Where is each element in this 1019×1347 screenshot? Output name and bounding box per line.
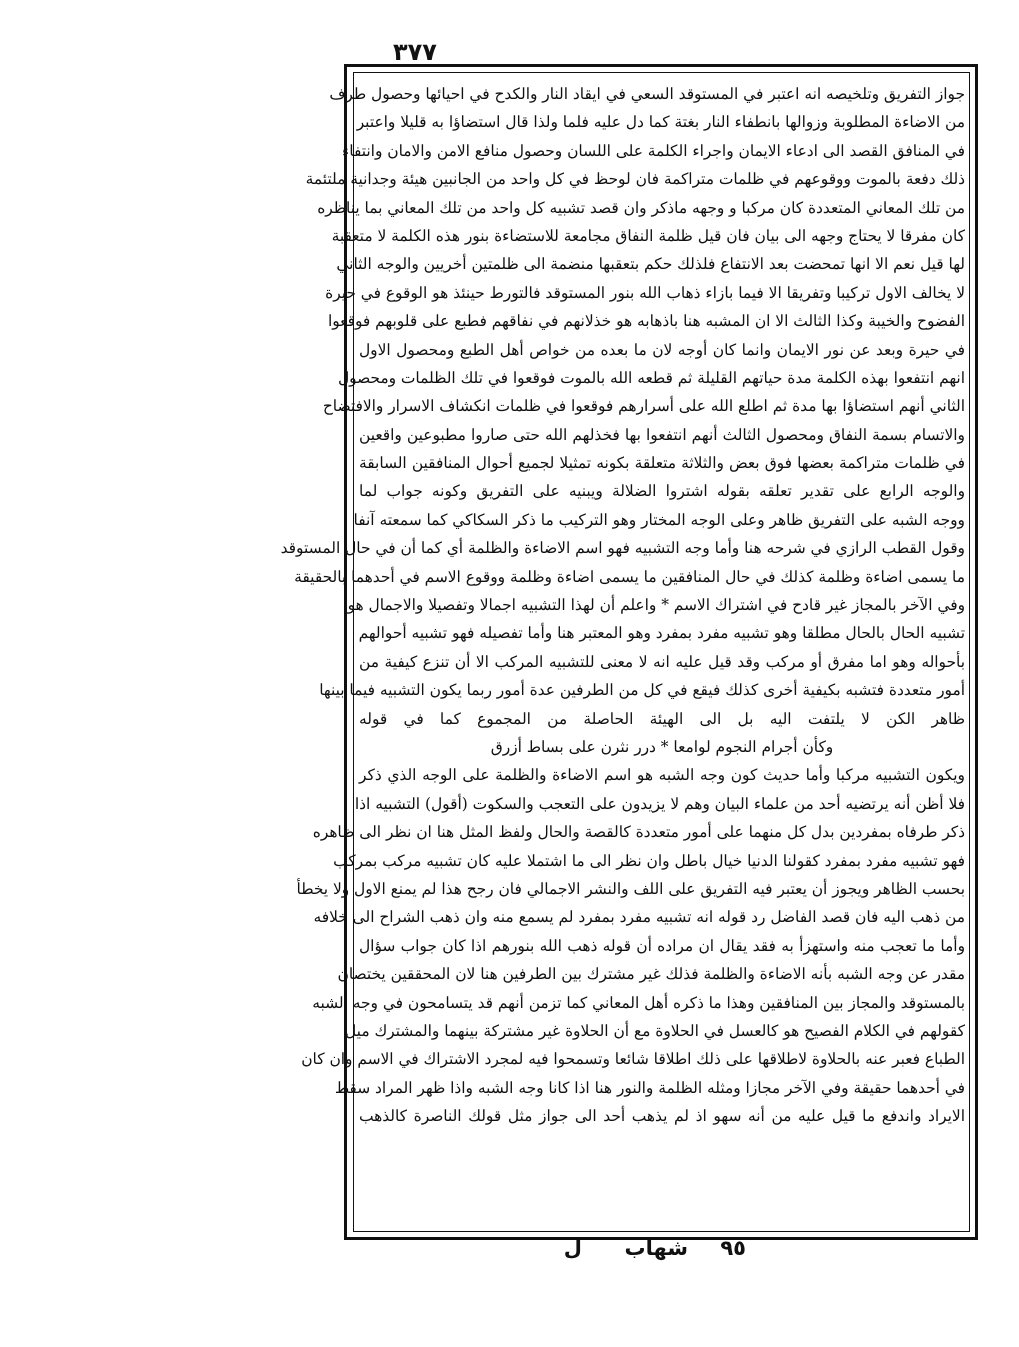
text-line: ويكون التشبيه مركبا وأما حديث كون وجه الشبه هو اسم الاضاءة والظلمة على الوجه الذي ذكر (359, 766, 965, 785)
text-line: وأما ما تعجب منه واستهزأ به فقد يقال ان مراده أن قوله ذهب الله بنورهم اذا كان جواب سؤال (359, 936, 965, 955)
text-line: ذلك دفعة بالموت ووقوعهم في ظلمات متراكمة فان لوحظ في كل واحد من الجانبين هيئة وجدانية ملتئمة (305, 170, 965, 189)
text-line: كقولهم في الكلام الفصيح هو كالعسل في الحلاوة مع أن الحلاوة غير مشتركة بينهما والمشترك ميل (345, 1021, 965, 1040)
text-line: بحسب الظاهر ويجوز أن يعتبر فيه التفريق على اللف والنشر الاجمالي فان رجح هذا لم يمنع الاول ولا يخطأ (296, 879, 965, 898)
text-line: بالمستوقد والمجاز بين المنافقين وهذا ما ذكره أهل المعاني كما تزمن أنهم قد يتسامحون في وجه الشبه (312, 993, 965, 1012)
text-line: وفي الآخر بالمجاز غير قادح في اشتراك الاسم * واعلم أن لهذا التشبيه اجمالا وتفصيلا والاجمال هو (347, 596, 965, 615)
text-line: الفضوح والخيبة وكذا الثالث الا ان المشبه هنا باذهابه هو خذلانهم في نفاقهم فطبع على قلوبهم فوقعوا (327, 312, 965, 331)
text-line: بأحواله وهو اما مفرق أو مركب وقد قيل عليه انه لا معنى للتشبيه المركب الا أن تنزع كيفية من (359, 652, 965, 671)
text-line: من الاضاءة المطلوبة وزوالها بانطفاء النار بغتة كما دل عليه فلما ولذا قال استضاؤا به قليلا واعتبر (356, 113, 965, 132)
text-line: أمور متعددة فتشبه بكيفية أخرى كذلك فيقع في كل من الطرفين عدة أمور ربما يكون التشبيه فيما بينها (319, 681, 965, 700)
text-line: في حيرة وبعد عن نور الايمان وانما كان أوجه لان ما بعده من خواص أهل الطبع ومحصول الاول (359, 340, 965, 359)
text-line: من ذهب اليه فان قصد الفاضل رد قوله انه تشبيه مفرد بمفرد لم يسمع منه وان ذهب الشراح الى خلافه (313, 908, 965, 927)
text-line: في ظلمات متراكمة بعضها فوق بعض والثلاثة متعلقة بكونه تمثيلا لجميع أحوال المنافقين السابقة (359, 454, 965, 473)
text-line: انهم انتفعوا بهذه الكلمة مدة حياتهم القليلة ثم قطعه الله بالموت فوقعوا في تلك الظلمات ومحصول (337, 368, 965, 387)
signature-footer (540, 1236, 840, 1266)
signature-number: ٩٥ (720, 1236, 746, 1260)
text-line: ووجه الشبه على التفريق ظاهر وعلى الوجه المختار وهو التركيب ما ذكر السكاكي كما سمعته آنفا (353, 510, 965, 529)
text-line: ظاهر الكن لا يلتفت اليه بل الى الهيئة الحاصلة من المجموع كما في قوله (359, 709, 965, 728)
text-line: من تلك المعاني المتعددة كان مركبا و وجهه ماذكر وان قصد تشبيه كل واحد من تلك المعاني بما يناظره (317, 198, 965, 217)
text-line: والوجه الرابع على تقدير تعلقه بقوله اشتروا الضلالة ويبنيه على التفريق وكونه جواب لما (359, 482, 965, 501)
poetry-verse-line: وكأن أجرام النجوم لوامعا * درر نثرن على بساط أزرق (490, 737, 834, 756)
text-line: في أحدهما حقيقة وفي الآخر مجازا ومثله الظلمة والنور هنا اذا كانا وجه الشبه واذا ظهر المراد سقط (334, 1078, 965, 1097)
text-line: الطباع فعبر عنه بالحلاوة لاطلاقها على ذلك اطلاقا شائعا وتسمحوا فيه لمجرد الاشتراك في الاسم وان كان (301, 1050, 965, 1069)
text-line: لا يخالف الاول تركيبا وتفريقا الا فيما بازاء ذهاب الله بنور المستوقد فالتورط حينئذ هو الوقوع في حيرة (325, 283, 965, 302)
text-line: ما يسمى اضاءة وظلمة كذلك في حال المنافقين ما يسمى اضاءة وظلمة ووقوع الاسم في أحدهما بالحقيقة (294, 567, 965, 586)
text-line: فلا أظن أنه يرتضيه أحد من علماء البيان وهم لا يزيدون على التعجب والسكوت (أقول) التشبيه اذا (354, 794, 965, 813)
text-line: تشبيه الحال بالحال مطلقا وهو تشبيه مفرد بمفرد وهو المعتبر هنا وأما تفصيله فهو تشبيه أحوالهم (358, 624, 965, 643)
main-text-block (280, 80, 965, 1228)
signature-letter: ل (563, 1236, 582, 1260)
signature-word: شهاب (624, 1236, 688, 1260)
text-line: فهو تشبيه مفرد بمفرد كقولنا الدنيا خيال باطل وان نظر الى ما اشتملا عليه كان تشبيه مركب بمركب (333, 851, 965, 870)
text-line: مقدر عن وجه الشبه بأنه الاضاءة والظلمة فذلك غير مشترك بين الطرفين هنا لان المحققين يختصان (337, 965, 965, 984)
text-line: لها قيل نعم الا انها تمحضت بعد الانتفاع فلذلك حكم بتعقبها منضمة الى ظلمتين أخريين والوجه الثاني (336, 255, 965, 274)
text-line: الايراد واندفع ما قيل عليه من أنه سهو اذ لم يذهب أحد الى جواز مثل قولك الناصرة كالذهب (359, 1107, 965, 1126)
text-line: الثاني أنهم استضاؤا بها مدة ثم اطلع الله على أسرارهم فوقعوا في ظلمات انكشاف الاسرار والافتضاح (322, 397, 965, 416)
text-line: ذكر طرفاه بمفردين بدل كل منهما على أمور متعددة كالقصة والحال ولفظ المثل هنا ان نظر الى ظاهره (312, 823, 965, 842)
text-line: والاتسام بسمة النفاق ومحصول الثالث أنهم انتفعوا بها فخذلهم الله حتى صاروا مطبوعين واقعين (359, 425, 965, 444)
text-line: جواز التفريق وتلخيصه انه اعتبر في المستوقد السعي في ايقاد النار والكدح في احيائها وحصول طرف (329, 85, 965, 103)
text-line: كان مفرقا لا يحتاج وجهه الى بيان فان قيل ظلمة النفاق مجامعة للاستضاءة بنور هذه الكلمة لا متعقبة (331, 226, 965, 245)
page-number: ٣٧٧ (393, 38, 437, 66)
text-line: وقول القطب الرازي في شرحه هنا وأما وجه التشبيه فهو اسم الاضاءة والظلمة أي كما أن في حال المستوقد (280, 539, 965, 558)
text-line: في المنافق القصد الى ادعاء الايمان واجراء الكلمة على اللسان وحصول منافع الامن والامان وانتفاء (342, 141, 965, 160)
